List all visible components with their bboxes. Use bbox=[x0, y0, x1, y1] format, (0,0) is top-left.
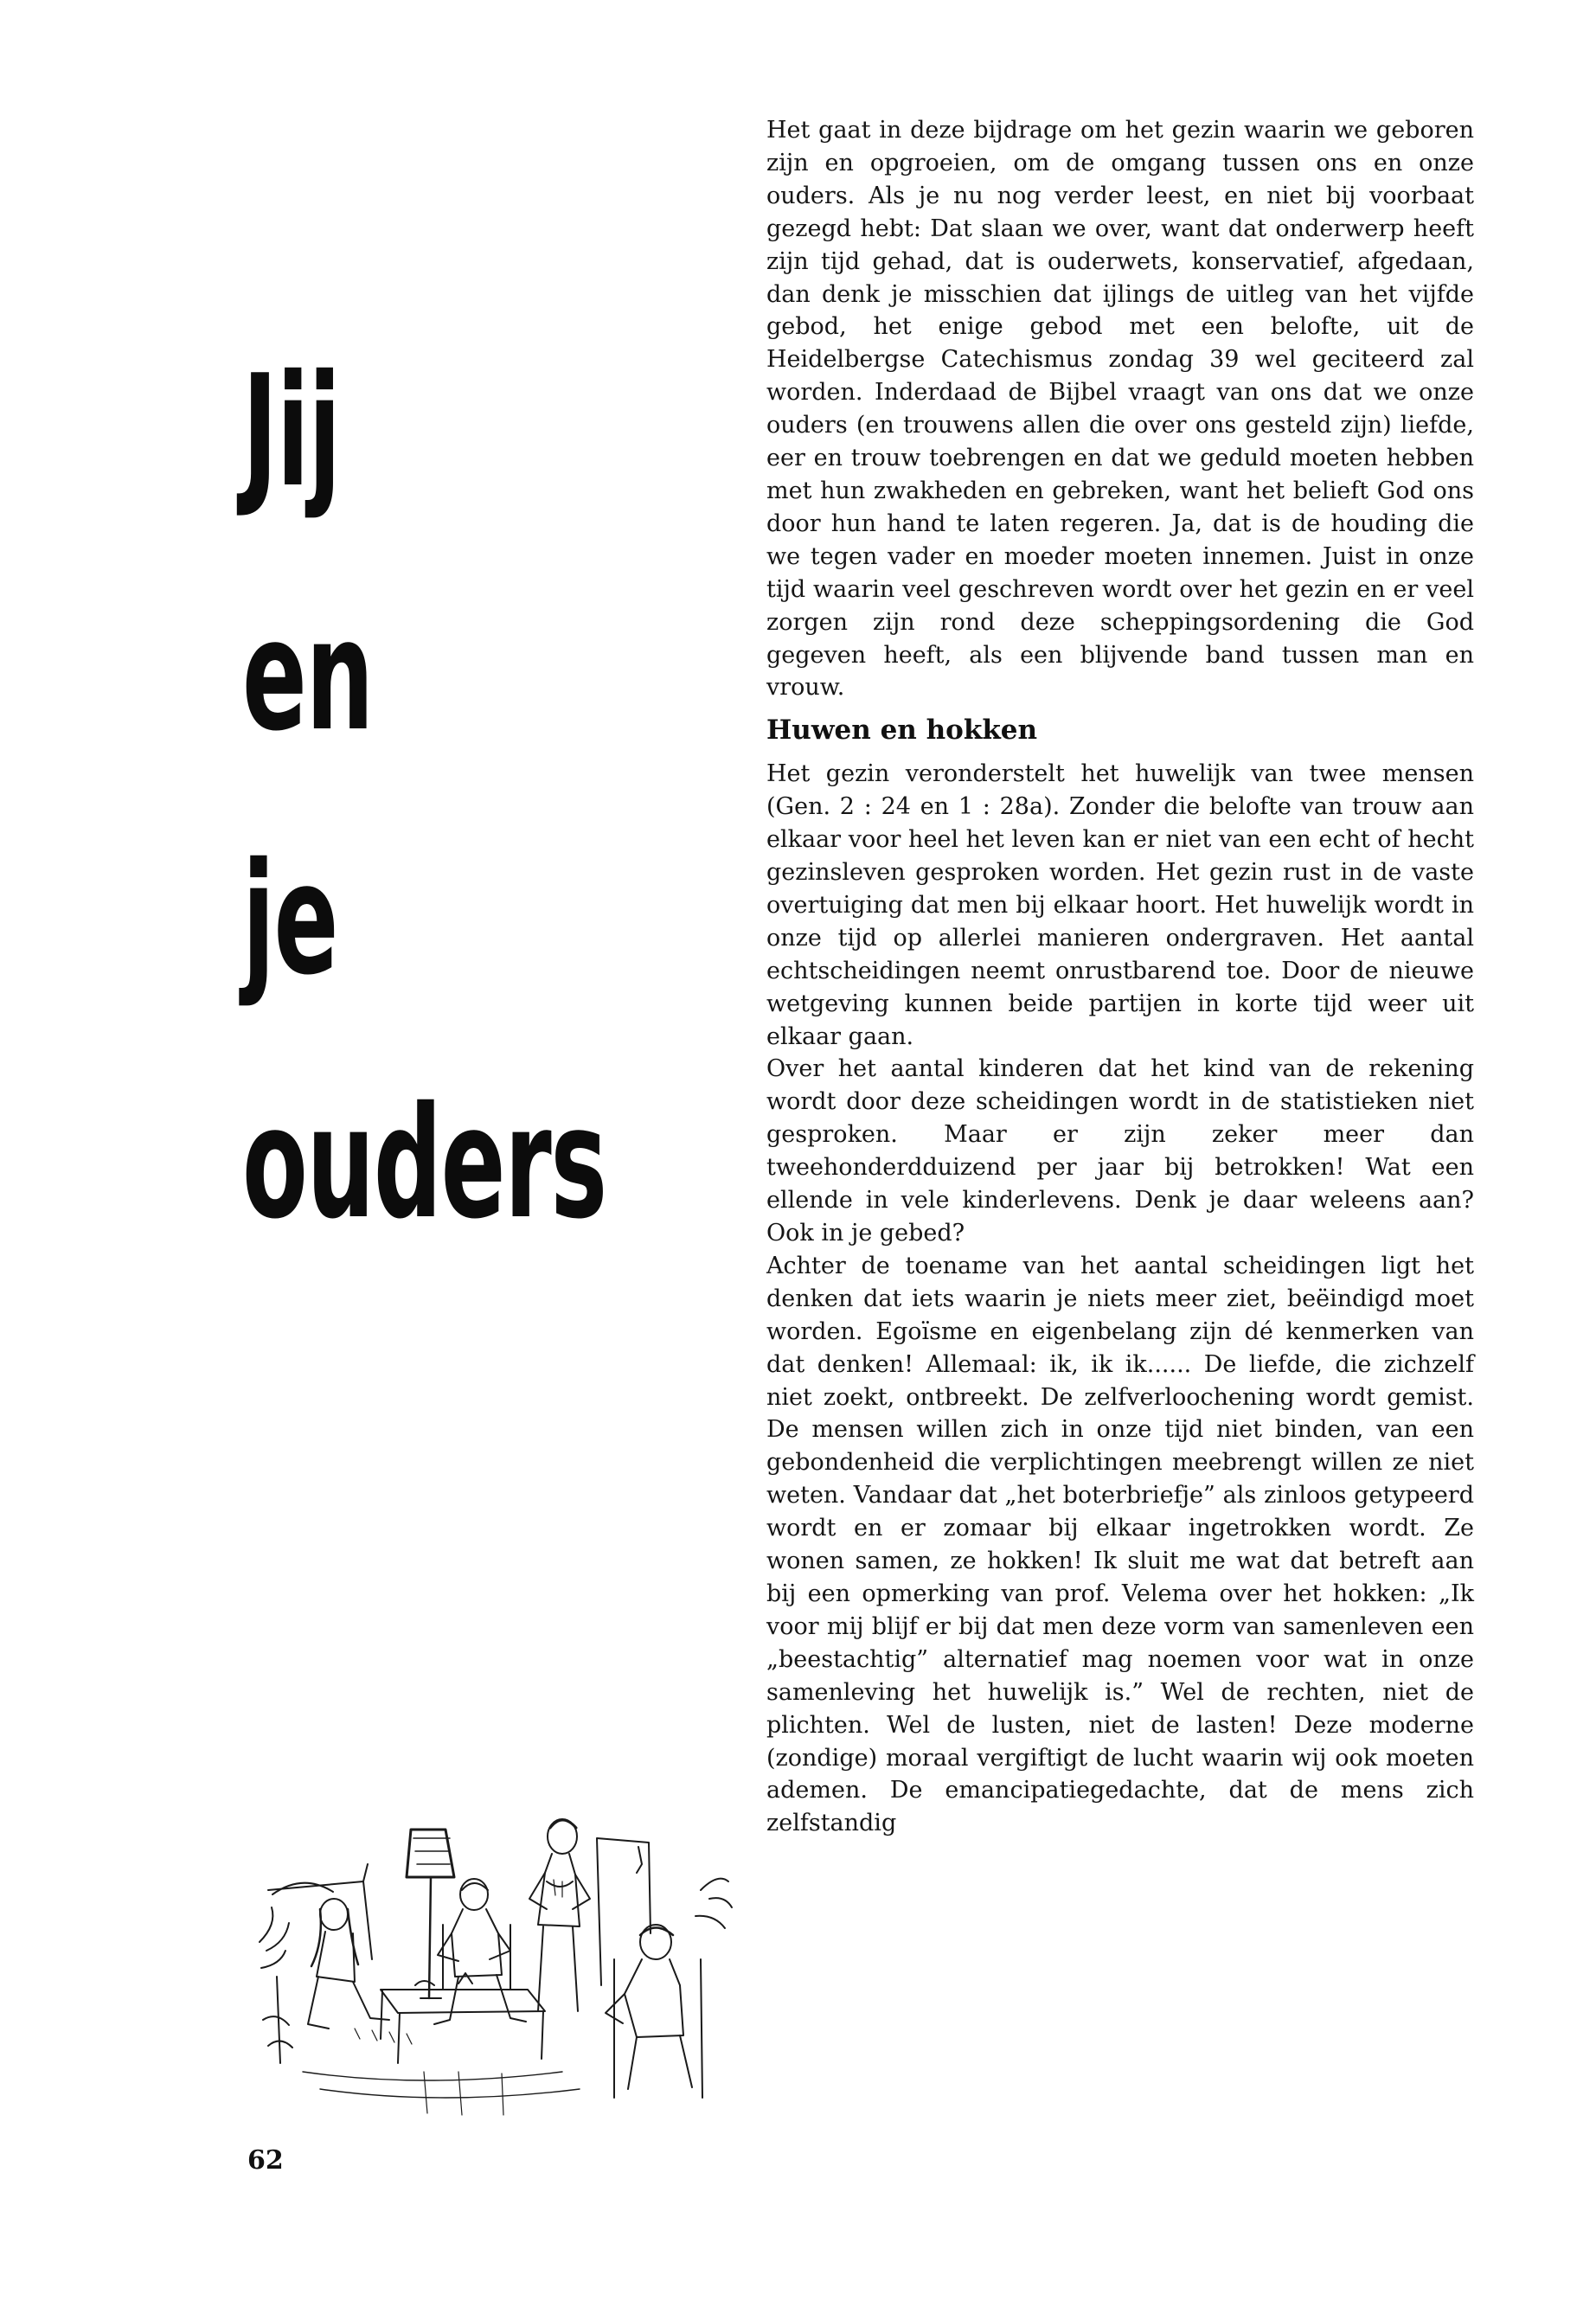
family-living-room-illustration bbox=[251, 1812, 735, 2124]
article-body bbox=[766, 114, 1474, 1840]
section-heading: Huwen en hokken bbox=[766, 715, 1038, 747]
article-title bbox=[242, 342, 727, 1330]
title-word-4: ouders bbox=[242, 1074, 606, 1253]
page-number: 62 bbox=[247, 2145, 284, 2176]
article-paragraph-marriage: Het gezin veronderstelt het huwelijk van twee mensen (Gen. 2 : 24 en 1 : 28a). Zonder die belofte van trouw aan elkaar voor heel het leven kan er niet van een echt of hecht gezinsleven gesproken worden. Het gezin rust in de vaste overtuiging dat men bij elkaar hoort. Het huwelijk wordt in onze tijd op allerlei manieren ondergraven. Het aantal echtscheidingen neemt onrustbarend toe. Door de nieuwe wetgeving kunnen beide partijen in korte tijd weer uit elkaar gaan. bbox=[766, 760, 1474, 1050]
article-paragraph-cohabitation: Achter de toename van het aantal scheidingen ligt het denken dat iets waarin je niets meer ziet, beëindigd moet worden. Egoïsme en eigenbelang zijn dé kenmerken van dat denken! Allemaal: ik, ik ik...... De liefde, die zichzelf niet zoekt, ontbreekt. De zelfverloochening wordt gemist. De mensen willen zich in onze tijd niet binden, van een gebondenheid die verplichtingen meebrengt willen ze niet weten. Vandaar dat „het boterbriefje” als zinloos getypeerd wordt en er zomaar bij elkaar ingetrokken wordt. Ze wonen samen, ze hokken! Ik sluit me wat dat betreft aan bij een opmerking van prof. Velema over het hokken: „Ik voor mij blijf er bij dat men deze vorm van samenleven een „beestachtig” alternatief mag noemen voor wat in onze samenleving het huwelijk is.” Wel de rechten, niet de plichten. Wel de lusten, niet de lasten! Deze moderne (zondige) moraal vergiftigt de lucht waarin wij ook moeten ademen. De emancipatiegedachte, dat de mens zich zelfstandig bbox=[766, 1252, 1474, 1837]
article-paragraph-children: Over het aantal kinderen dat het kind van de rekening wordt door deze scheidingen wordt in de statistieken niet gesproken. Maar er zijn zeker meer dan tweehonderdduizend per jaar bij betrokken! Wat een ellende in vele kinderlevens. Denk je daar weleens aan? Ook in je gebed? bbox=[766, 1055, 1474, 1247]
article-paragraph-intro: Het gaat in deze bijdrage om het gezin waarin we geboren zijn en opgroeien, om de omgang tussen ons en onze ouders. Als je nu nog verder leest, en niet bij voorbaat gezegd hebt: Dat slaan we over, want dat onderwerp heeft zijn tijd gehad, dat is ouderwets, konservatief, afgedaan, dan denk je misschien dat ijlings de uitleg van het vijfde gebod, het enige gebod met een belofte, uit de Heidelbergse Catechismus zondag 39 wel geciteerd zal worden. Inderdaad de Bijbel vraagt van ons dat we onze ouders (en trouwens allen die over ons gesteld zijn) liefde, eer en trouw toebrengen en dat we geduld moeten hebben met hun zwakheden en gebreken, want het belieft God ons door hun hand te laten regeren. Ja, dat is de houding die we tegen vader en moeder moeten innemen. Juist in onze tijd waarin veel geschreven wordt over het gezin en er veel zorgen zijn rond deze scheppingsordening die God gegeven heeft, als een blijvende band tussen man en vrouw. bbox=[766, 117, 1474, 702]
title-word-3: je bbox=[242, 830, 338, 1009]
title-word-2: en bbox=[242, 586, 373, 765]
title-word-1: Jij bbox=[242, 342, 341, 521]
